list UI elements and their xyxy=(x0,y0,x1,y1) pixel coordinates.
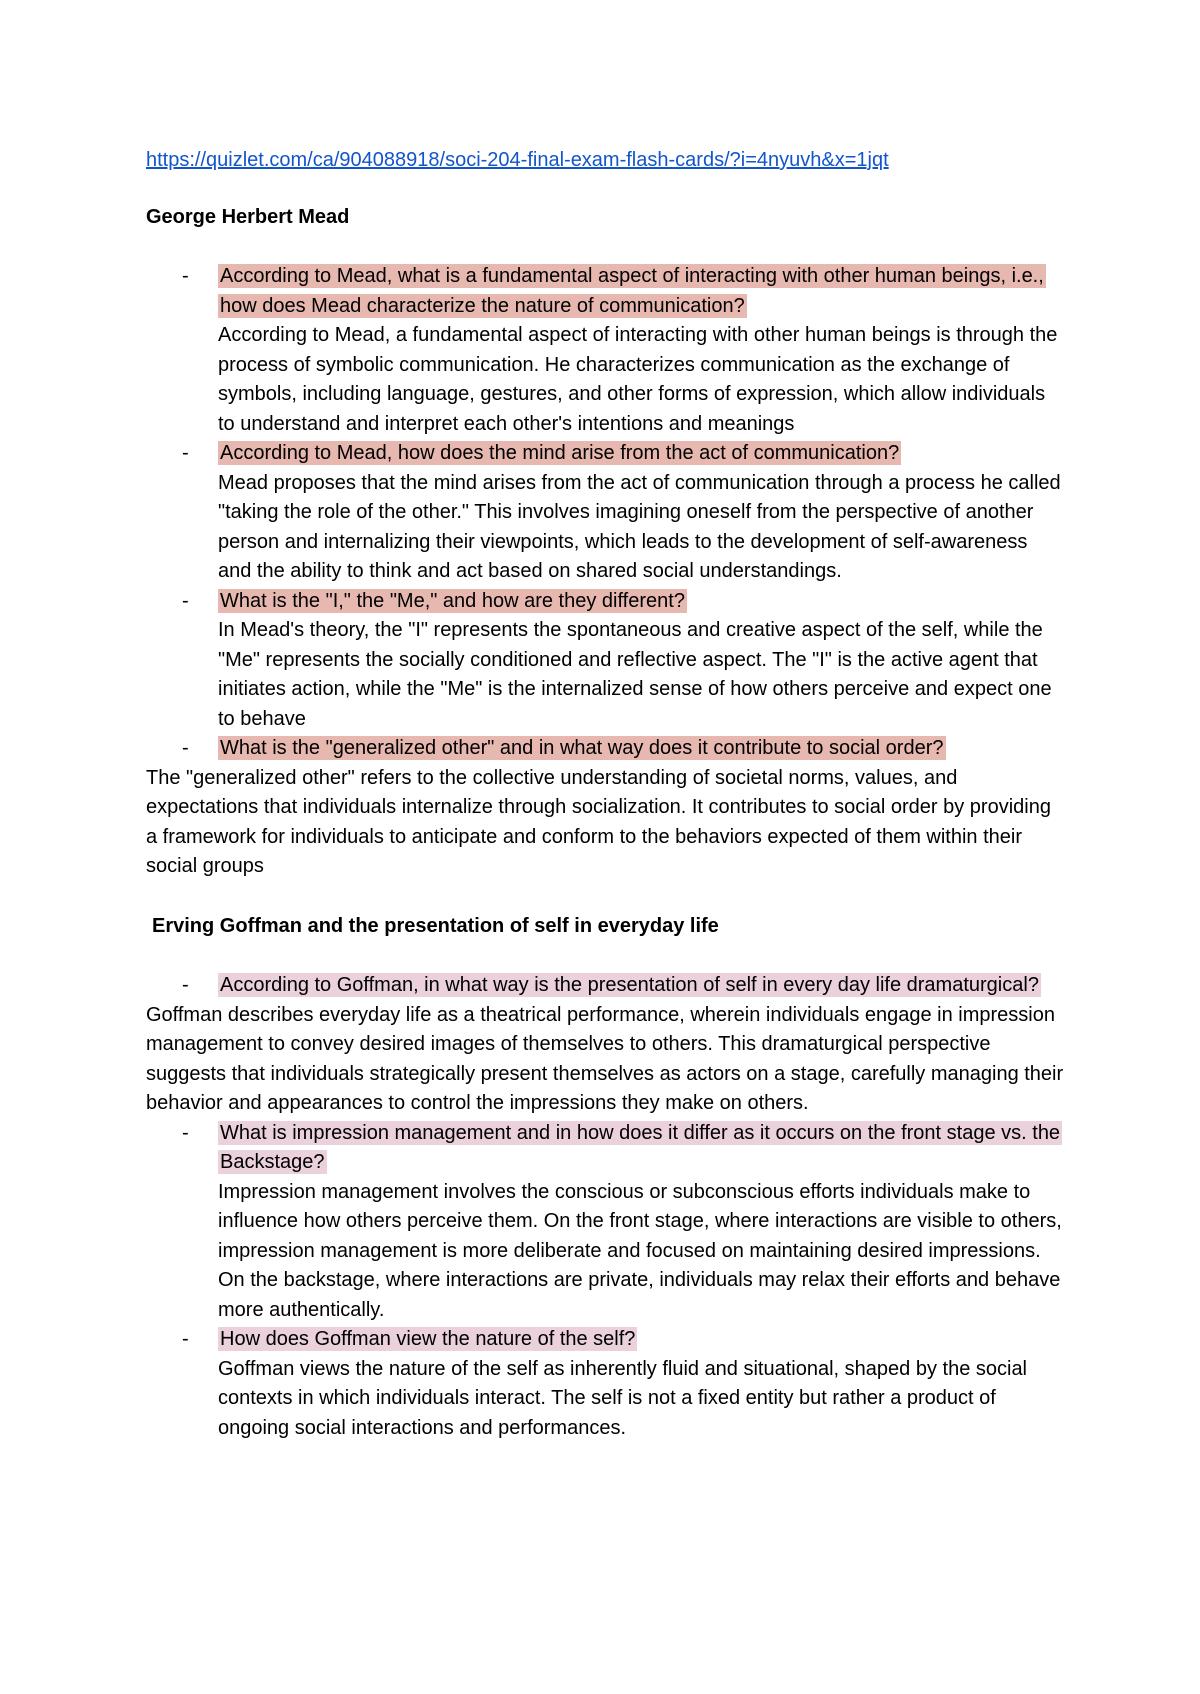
mead-question-list xyxy=(146,262,1066,764)
answer-text: In Mead's theory, the "I" represents the spontaneous and creative aspect of the self, while the "Me" represents the socially conditioned and reflective aspect. The "I" is the active agent that initiates action, while the "Me" is the internalized sense of how others perceive and expect one to behave xyxy=(218,619,1052,730)
answer-text: Mead proposes that the mind arises from the act of communication through a process he called "taking the role of the other." This involves imagining oneself from the perspective of another person and internalizing their viewpoints, which leads to the development of self-awareness and the ability to think and act based on shared social understandings. xyxy=(218,471,1061,582)
list-item xyxy=(146,262,1066,439)
question-highlight: What is the "I," the "Me," and how are they different? xyxy=(220,589,685,612)
bullet-dash: - xyxy=(182,589,189,612)
question-highlight: What is the "generalized other" and in what way does it contribute to social order? xyxy=(220,737,944,759)
quizlet-link[interactable]: https://quizlet.com/ca/904088918/soci-204-final-exam-flash-cards/?i=4nyuvh&x=1jqt xyxy=(146,149,889,171)
bullet-dash: - xyxy=(182,1328,189,1350)
bullet-dash: - xyxy=(182,974,189,996)
question-highlight: According to Mead, how does the mind arise from the act of communication? xyxy=(220,442,900,464)
goffman-question-list xyxy=(146,1119,1066,1444)
question-highlight: According to Goffman, in what way is the presentation of self in every day life dramaturgical? xyxy=(220,974,1039,996)
section-heading-mead: George Herbert Mead xyxy=(146,205,350,228)
bullet-dash: - xyxy=(182,265,189,287)
question-highlight: According to Mead, what is a fundamental aspect of interacting with other human beings, i.e., how does Mead characterize the nature of communication? xyxy=(220,265,1044,317)
question-highlight: How does Goffman view the nature of the self? xyxy=(220,1328,636,1350)
document-body xyxy=(146,146,1066,1443)
bullet-dash: - xyxy=(182,1121,189,1144)
bullet-dash: - xyxy=(182,737,189,759)
answer-paragraph: Goffman describes everyday life as a theatrical performance, wherein individuals engage in impression management to convey desired images of themselves to others. This dramaturgical perspective suggests that individuals strategically present themselves as actors on a stage, carefully managing their behavior and appearances to control the impressions they make on others. xyxy=(146,1003,1064,1114)
goffman-first-question-list xyxy=(146,971,1066,1001)
section-heading-goffman: Erving Goffman and the presentation of self in everyday life xyxy=(152,914,719,937)
bullet-dash: - xyxy=(182,442,189,464)
answer-text: Impression management involves the conscious or subconscious efforts individuals make to influence how others perceive them. On the front stage, where interactions are visible to others, impression management is more deliberate and focused on maintaining desired impressions. On the backstage, where interactions are private, individuals may relax their efforts and behave more authentically. xyxy=(218,1180,1062,1321)
list-item xyxy=(146,439,1066,587)
answer-paragraph: The "generalized other" refers to the collective understanding of societal norms, values, and expectations that individuals internalize through socialization. It contributes to social order by providing a framework for individuals to anticipate and conform to the behaviors expected of them within their social groups xyxy=(146,766,1051,877)
list-item xyxy=(146,971,1066,1001)
list-item xyxy=(146,734,1066,764)
question-highlight: What is impression management and in how does it differ as it occurs on the front stage vs. the Backstage? xyxy=(220,1121,1061,1173)
answer-text: Goffman views the nature of the self as inherently fluid and situational, shaped by the social contexts in which individuals interact. The self is not a fixed entity but rather a product of ongoing social interactions and performances. xyxy=(218,1357,1028,1439)
list-item xyxy=(146,1119,1066,1326)
list-item xyxy=(146,587,1066,735)
answer-text: According to Mead, a fundamental aspect of interacting with other human beings is through the process of symbolic communication. He characterizes communication as the exchange of symbols, including language, gestures, and other forms of expression, which allow individuals to understand and interpret each other's intentions and meanings xyxy=(218,324,1058,435)
list-item xyxy=(146,1325,1066,1443)
